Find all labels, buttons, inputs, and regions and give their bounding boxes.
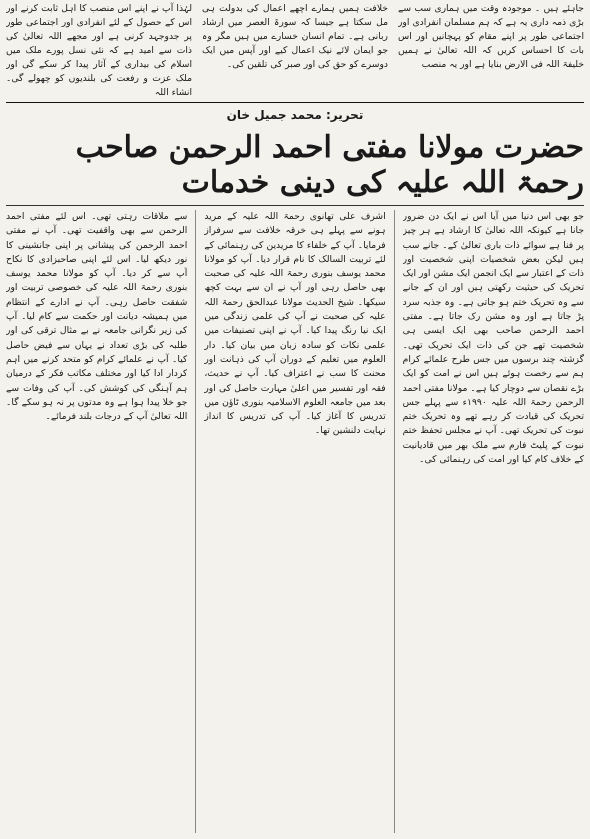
article-column-3 [6,210,187,833]
top-section [6,2,584,103]
top-column-right: جاہئے ہیں ۔ موجودہ وقت میں ہماری سب سے بڑی ذمہ داری یہ ہے کہ ہم مسلمان انفرادی اور اجتماعی طور پر اپنے مقام کو پہچانیں اور اس بات کا احساس کریں کہ اللہ تعالیٰ نے ہمیں خلیفۃ اللہ فی الارض بنایا ہے اور یہ منصب [398,3,584,70]
top-column-left: لہٰذا آپ نے اپنے اس منصب کا اہل ثابت کرنے اور اس کے حصول کے لئے انفرادی اور اجتماعی طور پر جدوجہد کرنی ہے اور مجھے اللہ تعالیٰ کی ذات سے امید ہے کہ نئی نسل پورے ملک میں اسلام کی بیداری کے آثار پیدا کر سکے گی اور ملک عزت و رفعت کی بلندیوں کو چھولے گی۔ انشاء اللہ [6,3,192,98]
byline: تحریر: محمد جمیل خان [226,108,364,122]
article-body [6,210,584,833]
column-divider [394,210,395,833]
article-paragraph: سے ملاقات رہتی تھی۔ اس لئے مفتی احمد الرحمن سے بھی واقفیت تھی۔ آپ نے مفتی احمد الرحمن کی پیشانی پر اپنی جانشینی کا نور دیکھ لیا۔ اس لئے اپنی صاحبزادی کا نکاح آپ سے کر دیا۔ آپ کو مولانا محمد یوسف بنوری رحمۃ اللہ علیہ کی خصوصی تربیت اور شفقت حاصل رہی۔ آپ نے ادارے کے انتظام میں ہمیشہ دیانت اور حکمت سے کام لیا۔ آپ کی زیر نگرانی جامعہ نے بے مثال ترقی کی اور طلبہ کی بڑی تعداد نے یہاں سے فیض حاصل کیا۔ آپ نے علمائے کرام کو متحد کرنے میں اہم کردار ادا کیا اور مختلف مکاتب فکر کے درمیان ہم آہنگی کی کوشش کی۔ آپ کی وفات سے جو خلا پیدا ہوا ہے وہ مدتوں پر نہ ہو سکے گا۔ اللہ تعالیٰ آپ کے درجات بلند فرمائے۔ [6,211,188,423]
top-column-middle: خلافت ہمیں ہمارے اچھے اعمال کی بدولت ہی مل سکتا ہے جیسا کہ سورۃ العصر میں ارشاد ربانی ہے۔ تمام انسان خسارے میں ہیں مگر وہ جو ایمان لائے نیک اعمال کیے اور آپس میں ایک دوسرے کو حق کی اور صبر کی تلقین کی۔ [202,3,388,70]
article-paragraph: اشرف علی تھانوی رحمۃ اللہ علیہ کے مرید ہونے سے پہلے ہی خرقہ خلافت سے سرفراز فرمایا۔ آپ کے خلفاء کا مریدین کی رہنمائی کے لئے تربیت السالک کا نام قرار دیا۔ آپ کو مولانا محمد یوسف بنوری رحمۃ اللہ علیہ کی صحبت بھی حاصل رہی اور آپ نے ان سے بہت کچھ سیکھا۔ شیخ الحدیث مولانا عبدالحق رحمۃ اللہ علیہ کی صحبت نے آپ کی علمی زندگی میں ایک نیا رنگ پیدا کیا۔ آپ نے اپنی تصنیفات میں علمی نکات کو سادہ زبان میں بیان کیا۔ دار العلوم میں تعلیم کے دوران آپ کی ذہانت اور محنت کا سب نے اعتراف کیا۔ آپ نے حدیث، فقہ اور تفسیر میں اعلیٰ مہارت حاصل کی اور بعد میں جامعہ العلوم الاسلامیہ بنوری ٹاؤن میں تدریس کا آغاز کیا۔ آپ کی تدریس کا انداز نہایت دلنشین تھا۔ [204,211,386,437]
article-headline: حضرت مولانا مفتی احمد الرحمن صاحب رحمۃ اللہ علیہ کی دینی خدمات [6,125,584,206]
article-column-1 [403,210,584,833]
column-divider [195,210,196,833]
article-paragraph: جو بھی اس دنیا میں آیا اس نے ایک دن ضرور جانا ہے کیونکہ اللہ تعالیٰ کا ارشاد ہے ہر چیز پر فنا ہے سوائے ذات باری تعالیٰ کے۔ جانے سب ہیں لیکن بعض شخصیات اپنی شخصیت اور ذات کے اعتبار سے ایک انجمن ایک مشن اور ایک تحریک کی حیثیت رکھتی ہیں اور ان کے جانے سے وہ تحریک ختم ہو جاتی ہے۔ وہ جذبہ سرد پڑ جاتا ہے اور وہ مشن رک جاتا ہے۔ مفتی احمد الرحمن صاحب بھی ایک ایسی ہی شخصیت تھے جن کی ذات ایک تحریک تھی۔ گزشتہ چند برسوں میں جس طرح علمائے کرام ہم سے رخصت ہوئے ہیں اس نے امت کو ایک بڑے نقصان سے دوچار کیا ہے۔ مولانا مفتی احمد الرحمن رحمۃ اللہ علیہ ۱۹۹۰ء سے پہلے جس تحریک کی قیادت کر رہے تھے وہ تحریک ختم نبوت کی تحریک تھی۔ آپ نے مجلس تحفظ ختم نبوت کے پلیٹ فارم سے ملک بھر میں قادیانیت کے خلاف کام کیا اور امت کی رہنمائی کی۔ [402,211,584,466]
article-column-2 [204,210,385,833]
